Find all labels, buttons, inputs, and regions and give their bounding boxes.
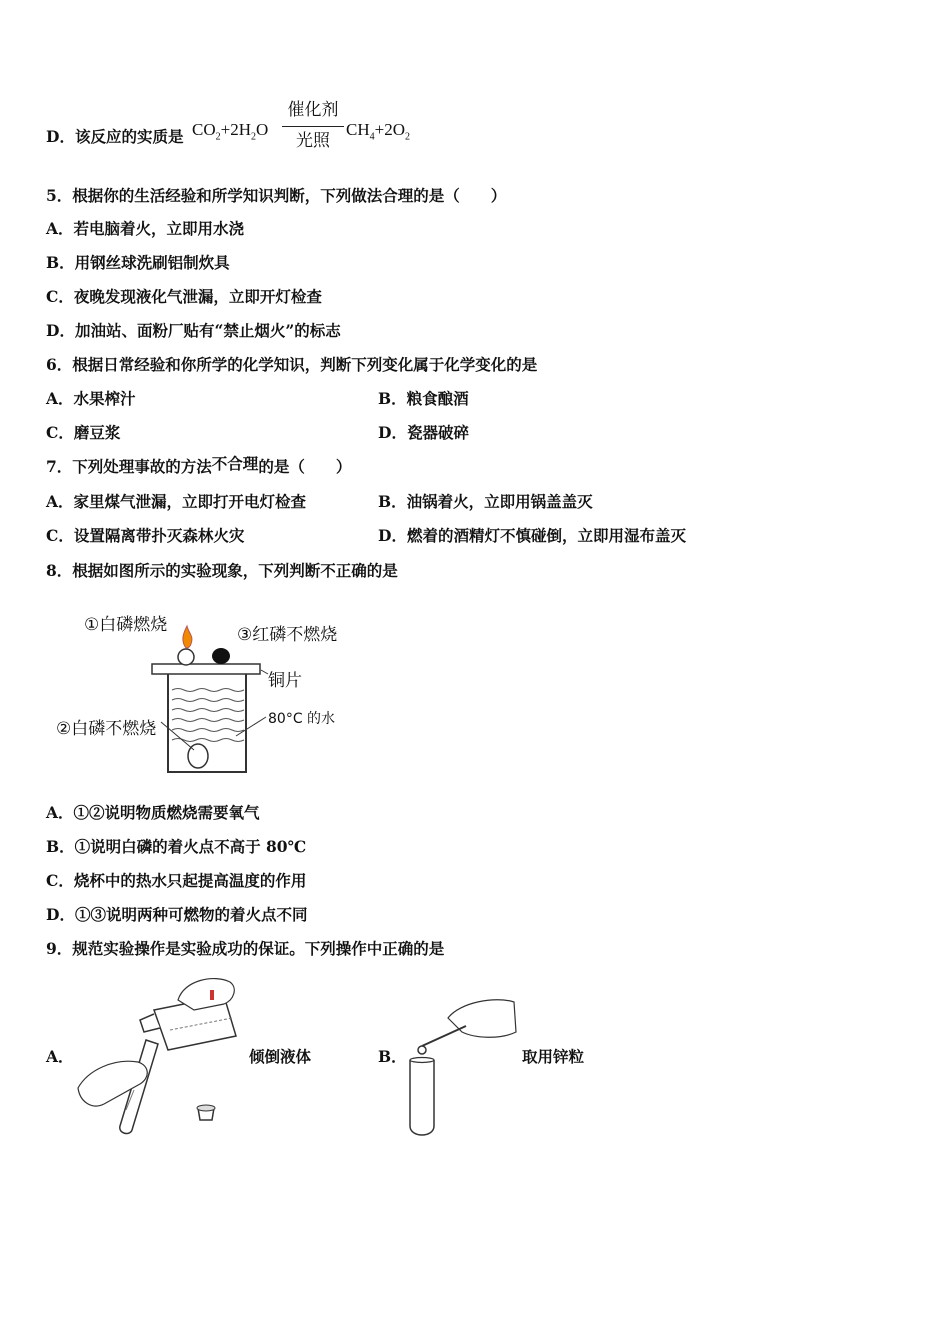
q6-option-c: C．磨豆浆 xyxy=(46,423,121,442)
taking-zinc-figure xyxy=(404,996,520,1138)
q5-option-a: A．若电脑着火，立即用水浇 xyxy=(46,219,245,238)
water-lines xyxy=(172,689,244,742)
q7-stem xyxy=(46,454,352,477)
o2-plus: +2O xyxy=(374,120,405,139)
white-phosphorus-burning xyxy=(178,649,194,665)
pouring-liquid-svg xyxy=(74,970,250,1138)
q4-option-d-label: D．该反应的实质是 xyxy=(46,127,184,146)
copper-leader-line xyxy=(261,670,268,674)
water-leader-line xyxy=(236,717,266,736)
q9-option-a-caption: 倾倒液体 xyxy=(249,1047,312,1066)
q5-stem: 5．根据你的生活经验和所学知识判断，下列做法合理的是（ ） xyxy=(46,186,507,205)
catalyst-label: 催化剂 xyxy=(287,100,339,119)
combustion-experiment-figure xyxy=(56,600,356,780)
h2o-sub: 2 xyxy=(251,131,256,143)
q6-option-b: B．粮食酿酒 xyxy=(378,389,469,408)
q7-option-b: B．油锅着火，立即用锅盖盖灭 xyxy=(378,492,593,511)
q8-option-b: B．①说明白磷的着火点不高于 80℃ xyxy=(46,837,307,856)
co2: CO xyxy=(192,120,216,139)
q7-option-c: C．设置隔离带扑灭森林火灾 xyxy=(46,526,245,545)
q8-stem: 8．根据如图所示的实验现象，下列判断不正确的是 xyxy=(46,561,398,580)
q7-option-d: D．燃着的酒精灯不慎碰倒，立即用湿布盖灭 xyxy=(378,526,686,545)
white-phosphorus-leader-line xyxy=(161,722,194,750)
test-tube-vertical xyxy=(410,1060,434,1135)
reaction-bar xyxy=(282,126,344,127)
bottle-label-mark xyxy=(210,990,214,1000)
taking-zinc-svg xyxy=(404,996,520,1138)
label-white-phosphorus-burning: ①白磷燃烧 xyxy=(84,615,168,635)
hand xyxy=(448,1000,516,1038)
label-white-phosphorus-not-burning: ②白磷不燃烧 xyxy=(56,719,157,739)
tweezers xyxy=(422,1026,466,1046)
q8-option-d: D．①③说明两种可燃物的着火点不同 xyxy=(46,905,308,924)
zinc-granule xyxy=(418,1046,426,1054)
ch4: CH xyxy=(346,120,370,139)
label-red-phosphorus-not-burning: ③红磷不燃烧 xyxy=(237,625,338,645)
h2o-o: O xyxy=(256,120,269,139)
label-copper-plate: 铜片 xyxy=(268,671,302,691)
co2-sub: 2 xyxy=(215,131,221,143)
q7-stem-raised: 不合理 xyxy=(211,454,259,473)
label-hot-water: 80°C 的水 xyxy=(268,711,336,727)
q5-option-b: B．用钢丝球洗刷铝制炊具 xyxy=(46,253,230,272)
q7-stem-after: 的是（ ） xyxy=(258,457,352,476)
q9-option-a-label: A． xyxy=(46,1047,74,1066)
q5-option-c: C．夜晚发现液化气泄漏，立即开灯检查 xyxy=(46,287,322,306)
copper-plate xyxy=(152,664,260,674)
q6-option-a: A．水果榨汁 xyxy=(46,389,136,408)
q6-stem: 6．根据日常经验和你所学的化学知识，判断下列变化属于化学变化的是 xyxy=(46,355,538,374)
red-phosphorus xyxy=(212,648,230,664)
pouring-liquid-figure xyxy=(74,970,250,1138)
ch4-sub: 4 xyxy=(369,131,375,143)
flame-icon xyxy=(183,626,192,648)
q5-option-d: D．加油站、面粉厂贴有“禁止烟火”的标志 xyxy=(46,321,341,340)
q8-option-a: A．①②说明物质燃烧需要氧气 xyxy=(46,803,260,822)
q9-option-b-label: B． xyxy=(378,1047,407,1066)
reaction-arrow xyxy=(282,98,344,153)
light-label: 光照 xyxy=(296,131,330,150)
q7-stem-before: 7．下列处理事故的方法 xyxy=(46,457,212,476)
o2-sub: 2 xyxy=(405,131,410,143)
q9-option-b-caption: 取用锌粒 xyxy=(522,1047,585,1066)
stopper-top xyxy=(197,1105,215,1111)
q6-option-d: D．瓷器破碎 xyxy=(378,423,469,442)
q9-stem: 9．规范实验操作是实验成功的保证。下列操作中正确的是 xyxy=(46,939,445,958)
q8-option-c: C．烧杯中的热水只起提高温度的作用 xyxy=(46,871,307,890)
h2o-plus: +2H xyxy=(220,120,251,139)
q7-option-a: A．家里煤气泄漏，立即打开电灯检查 xyxy=(46,492,307,511)
